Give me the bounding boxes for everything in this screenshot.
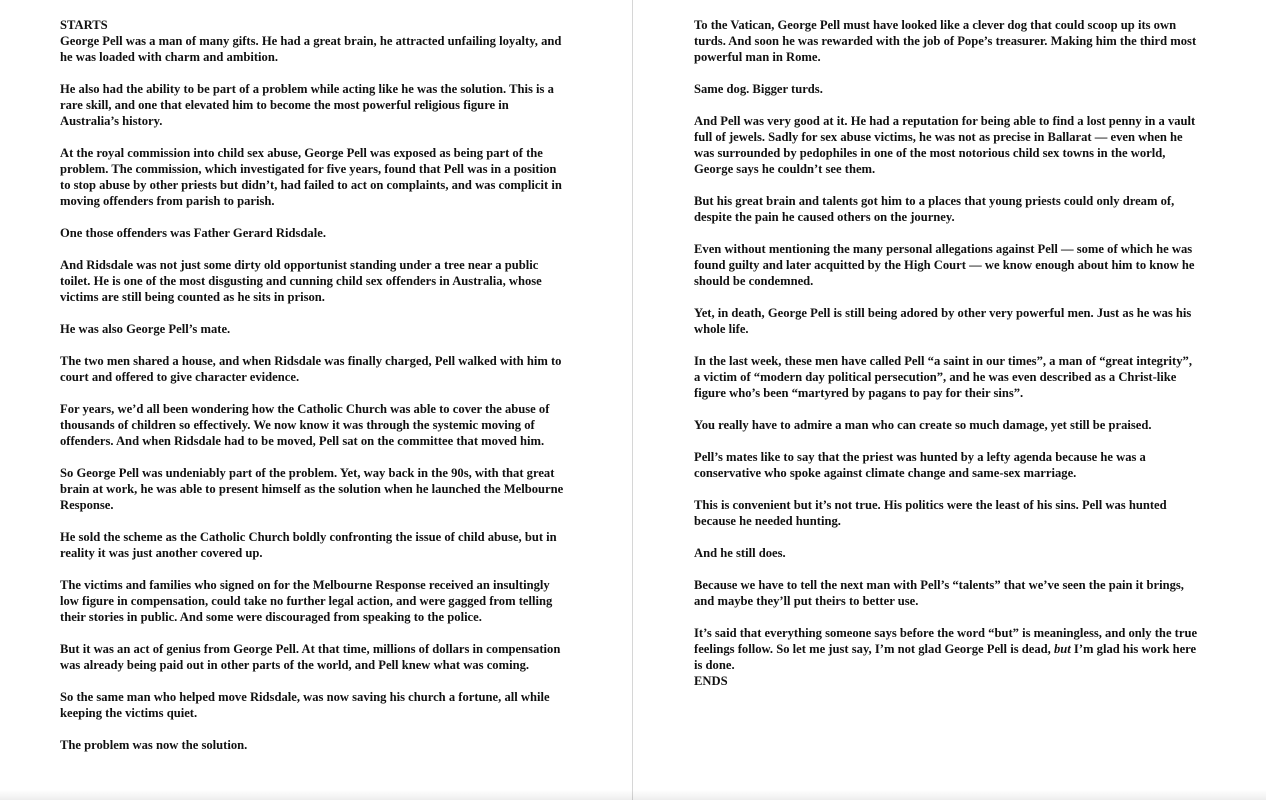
paragraph — [694, 241, 1226, 289]
text-line — [694, 641, 1226, 657]
right-page — [633, 0, 1266, 800]
text-line: offenders. And when Ridsdale had to be moved, Pell sat on the committee that moved him. — [60, 434, 545, 448]
paragraph — [60, 225, 593, 241]
paragraph — [694, 81, 1226, 97]
paragraph — [694, 545, 1226, 561]
text-line: You really have to admire a man who can create so much damage, yet still be praised. — [694, 418, 1152, 432]
text-line: a victim of “modern day political persecution”, and he was even described as a Christ-like — [694, 370, 1177, 384]
text-line: He also had the ability to be part of a problem while acting like he was the solution. This is a — [60, 82, 554, 96]
text-line: he was loaded with charm and ambition. — [60, 50, 278, 64]
paragraph — [60, 145, 593, 209]
text-line: full of jewels. Sadly for sex abuse victims, he was not as precise in Ballarat — even when he — [694, 130, 1183, 144]
text-line: The victims and families who signed on for the Melbourne Response received an insultingly — [60, 578, 550, 592]
text-line: The two men shared a house, and when Ridsdale was finally charged, Pell walked with him to — [60, 354, 562, 368]
text-line: brain at work, he was able to present himself as the solution when he launched the Melbourne — [60, 482, 564, 496]
text-line: toilet. He is one of the most disgusting and cunning child sex offenders in Australia, whose — [60, 274, 542, 288]
text-line: George Pell was a man of many gifts. He had a great brain, he attracted unfailing loyalty, and — [60, 34, 562, 48]
text-line: He sold the scheme as the Catholic Church boldly confronting the issue of child abuse, but in — [60, 530, 557, 544]
text-line: powerful man in Rome. — [694, 50, 821, 64]
text-line: And he still does. — [694, 546, 786, 560]
text-line: He was also George Pell’s mate. — [60, 322, 231, 336]
paragraph — [694, 353, 1226, 401]
text-line: In the last week, these men have called Pell “a saint in our times”, a man of “great integrity”, — [694, 354, 1192, 368]
text-line: But his great brain and talents got him to a places that young priests could only dream of, — [694, 194, 1175, 208]
paragraph — [60, 641, 593, 673]
text-line: moving offenders from parish to parish. — [60, 194, 275, 208]
end-marker: ENDS — [694, 674, 728, 688]
text-line: George says he couldn’t see them. — [694, 162, 876, 176]
text-line: One those offenders was Father Gerard Ridsdale. — [60, 226, 326, 240]
closing-paragraph — [694, 625, 1226, 689]
paragraph — [60, 17, 593, 65]
text-line: Australia’s history. — [60, 114, 163, 128]
paragraph — [60, 529, 593, 561]
paragraph — [694, 17, 1226, 65]
paragraph — [60, 401, 593, 449]
text-line: problem. The commission, which investigated for five years, found that Pell was in a position — [60, 162, 557, 176]
text-line: to stop abuse by other priests but didn’t, had failed to act on complaints, and was complicit in — [60, 178, 562, 192]
text-line: should be condemned. — [694, 274, 814, 288]
paragraph — [60, 737, 593, 753]
paragraph — [60, 577, 593, 625]
paragraph — [694, 305, 1226, 337]
text-line: keeping the victims quiet. — [60, 706, 198, 720]
text-line: Response. — [60, 498, 114, 512]
text-line: So George Pell was undeniably part of the problem. Yet, way back in the 90s, with that great — [60, 466, 555, 480]
paragraph — [60, 257, 593, 305]
text-line: was surrounded by pedophiles in one of the most notorious child sex towns in the world, — [694, 146, 1166, 160]
text-line: because he needed hunting. — [694, 514, 841, 528]
text-line: Yet, in death, George Pell is still being adored by other very powerful men. Just as he was his — [694, 306, 1192, 320]
text-line: But it was an act of genius from George Pell. At that time, millions of dollars in compensation — [60, 642, 561, 656]
text-line: To the Vatican, George Pell must have looked like a clever dog that could scoop up its own — [694, 18, 1177, 32]
italic-emphasis: but — [1053, 642, 1071, 656]
text-line: And Ridsdale was not just some dirty old opportunist standing under a tree near a public — [60, 258, 539, 272]
text-run: I’m glad his work here — [1070, 642, 1197, 656]
paragraph — [694, 497, 1226, 529]
text-line: Pell’s mates like to say that the priest was hunted by a lefty agenda because he was a — [694, 450, 1146, 464]
text-line: turds. And soon he was rewarded with the job of Pope’s treasurer. Making him the third most — [694, 34, 1197, 48]
text-line: rare skill, and one that elevated him to become the most powerful religious figure in — [60, 98, 509, 112]
text-line: despite the pain he caused others on the journey. — [694, 210, 955, 224]
text-line: low figure in compensation, could take no further legal action, and were gagged from telling — [60, 594, 553, 608]
text-line: This is convenient but it’s not true. His politics were the least of his sins. Pell was hunted — [694, 498, 1167, 512]
text-line: And Pell was very good at it. He had a reputation for being able to find a lost penny in a vault — [694, 114, 1196, 128]
paragraph — [694, 577, 1226, 609]
text-line: The problem was now the solution. — [60, 738, 248, 752]
text-line: Same dog. Bigger turds. — [694, 82, 823, 96]
text-line: their stories in public. And some were discouraged from speaking to the police. — [60, 610, 482, 624]
paragraph — [694, 193, 1226, 225]
text-line: STARTS — [60, 18, 108, 32]
paragraph — [60, 353, 593, 385]
paragraph — [60, 465, 593, 513]
text-line: court and offered to give character evidence. — [60, 370, 300, 384]
paragraph — [694, 417, 1226, 433]
text-run: feelings follow. So let me just say, I’m not glad George Pell is dead, — [694, 642, 1054, 656]
text-line: For years, we’d all been wondering how the Catholic Church was able to cover the abuse of — [60, 402, 550, 416]
text-line: At the royal commission into child sex abuse, George Pell was exposed as being part of the — [60, 146, 543, 160]
paragraph — [694, 449, 1226, 481]
right-page-body — [694, 17, 1226, 609]
text-line: Even without mentioning the many personal allegations against Pell — some of which he was — [694, 242, 1193, 256]
text-line: and maybe they’ll put theirs to better use. — [694, 594, 919, 608]
paragraph — [60, 81, 593, 129]
text-line: found guilty and later acquitted by the High Court — we know enough about him to know he — [694, 258, 1195, 272]
text-line: reality it was just another covered up. — [60, 546, 263, 560]
text-line: It’s said that everything someone says before the word “but” is meaningless, and only the true — [694, 626, 1198, 640]
bottom-shadow — [0, 790, 1266, 800]
paragraph — [694, 113, 1226, 177]
text-line: whole life. — [694, 322, 749, 336]
text-line: victims are still being counted as he sits in prison. — [60, 290, 325, 304]
text-line: was already being paid out in other parts of the world, and Pell knew what was coming. — [60, 658, 530, 672]
text-line: is done. — [694, 658, 735, 672]
paragraph — [60, 321, 593, 337]
text-line: conservative who spoke against climate change and same-sex marriage. — [694, 466, 1077, 480]
text-line: thousands of children so effectively. We now know it was through the systemic moving of — [60, 418, 535, 432]
text-line: figure who’s been “martyred by pagans to pay for their sins”. — [694, 386, 1024, 400]
paragraph — [60, 689, 593, 721]
text-line: So the same man who helped move Ridsdale, was now saving his church a fortune, all while — [60, 690, 550, 704]
text-line: Because we have to tell the next man with Pell’s “talents” that we’ve seen the pain it brings, — [694, 578, 1184, 592]
